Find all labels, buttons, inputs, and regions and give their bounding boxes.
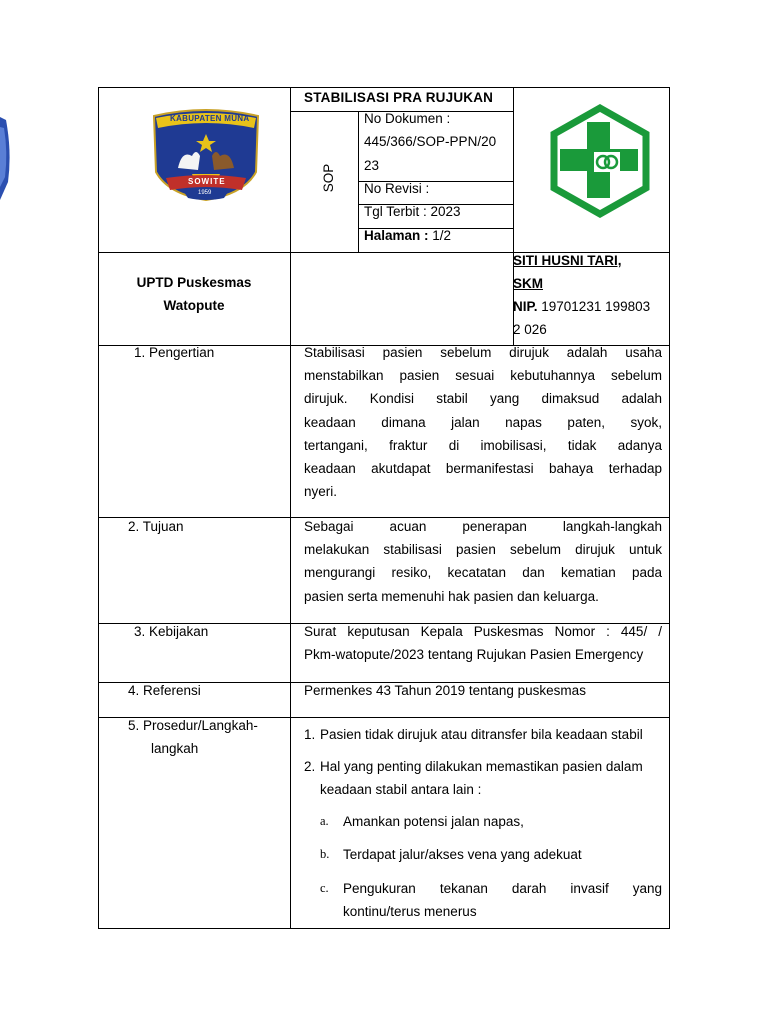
- emblem-year: 1959: [198, 190, 212, 196]
- sop-label: [321, 163, 337, 193]
- section-body-pengertian: [304, 341, 662, 503]
- step-1-text: Pasien tidak dirujuk atau ditransfer bila keadaan stabil: [320, 727, 643, 742]
- no-dokumen-label: No Dokumen :: [364, 111, 451, 126]
- section-label-tujuan: 2. Tujuan: [128, 519, 184, 534]
- kabupaten-muna-emblem: [148, 106, 264, 202]
- section-label-kebijakan: 3. Kebijakan: [134, 624, 209, 639]
- tujuan-line: Sebagai acuan penerapan langkah-langkah: [304, 519, 662, 534]
- kebijakan-line: Pkm-watopute/2023 tentang Rujukan Pasien Emergency: [304, 647, 644, 663]
- pengertian-line: keadaan dimana jalan napas paten, syok,: [304, 414, 662, 430]
- halaman-value: 1/2: [428, 228, 452, 243]
- sub-c-line: Pengukuran tekanan darah invasif yang: [343, 881, 662, 896]
- sub-c-text: [343, 877, 662, 923]
- signer-nip: [513, 295, 650, 319]
- emblem-top-text: KABUPATEN MUNA: [170, 114, 250, 123]
- puskesmas-name-1: UPTD Puskesmas: [136, 275, 252, 290]
- tgl-terbit: Tgl Terbit : 2023: [364, 204, 461, 219]
- no-dokumen-value-2: 23: [364, 158, 380, 173]
- pengertian-line: keadaan akutdapat bermanifestasi bahaya terhadap: [304, 461, 662, 477]
- signer-name-1: SITI HUSNI TARI,: [513, 253, 622, 268]
- step-2-text-2: keadaan stabil antara lain :: [320, 782, 482, 797]
- sub-c-line: kontinu/terus menerus: [343, 904, 477, 920]
- section-label-prosedur-1: 5. Prosedur/Langkah-: [128, 718, 258, 733]
- pengertian-line: dirujuk. Kondisi stabil yang dimaksud adalah: [304, 391, 662, 407]
- sub-b-text: Terdapat jalur/akses vena yang adekuat: [343, 847, 582, 862]
- section-body-referensi: Permenkes 43 Tahun 2019 tentang puskesmas: [304, 683, 586, 698]
- step-1-number: 1.: [304, 727, 316, 742]
- document-title: STABILISASI PRA RUJUKAN: [304, 90, 494, 105]
- puskesmas-name-2: Watopute: [163, 298, 225, 313]
- no-dokumen-value-1: 445/366/SOP-PPN/20: [364, 134, 497, 149]
- pengertian-line: tertangani, fraktur di imobilisasi, tidak adanya: [304, 437, 662, 453]
- tujuan-line: melakukan stabilisasi pasien sebelum dirujuk untuk: [304, 542, 662, 558]
- no-revisi: No Revisi :: [364, 181, 430, 196]
- step-2-text-1: Hal yang penting dilakukan memastikan pasien dalam: [320, 759, 643, 774]
- pengertian-line: menstabilkan pasien sesuai kebutuhannya sebelum: [304, 368, 662, 384]
- halaman-label: Halaman :: [364, 228, 429, 243]
- section-body-tujuan: [304, 515, 662, 608]
- nip-label: NIP.: [513, 299, 538, 314]
- nip-value: 19701231 199803: [537, 299, 651, 314]
- sub-a-text: Amankan potensi jalan napas,: [343, 814, 524, 829]
- section-label-prosedur-2: langkah: [151, 741, 199, 756]
- section-label-referensi: 4. Referensi: [128, 683, 201, 698]
- partial-emblem-edge: [0, 112, 12, 202]
- pengertian-line: nyeri.: [304, 484, 338, 500]
- tujuan-line: pasien serta memenuhi hak pasien dan keluarga.: [304, 588, 599, 604]
- signer-nip-2: 2 026: [513, 322, 547, 337]
- pengertian-line: Stabilisasi pasien sebelum dirujuk adalah usaha: [304, 345, 662, 360]
- section-label-pengertian: 1. Pengertian: [134, 345, 215, 360]
- sub-b-letter: b.: [320, 847, 330, 861]
- step-2-number: 2.: [304, 759, 316, 774]
- tujuan-line: mengurangi resiko, kecatatan dan kematian pada: [304, 565, 662, 581]
- sop-label-text: SOP: [321, 163, 336, 193]
- halaman: [364, 224, 451, 248]
- kebijakan-line: Surat keputusan Kepala Puskesmas Nomor : 445/ /: [304, 624, 662, 639]
- signer-name-2: SKM: [513, 276, 543, 291]
- sub-c-letter: c.: [320, 881, 329, 895]
- section-body-kebijakan: [304, 620, 662, 666]
- sub-a-letter: a.: [320, 814, 329, 828]
- puskesmas-logo: [543, 104, 657, 218]
- emblem-banner-text: SOWITE: [188, 177, 226, 186]
